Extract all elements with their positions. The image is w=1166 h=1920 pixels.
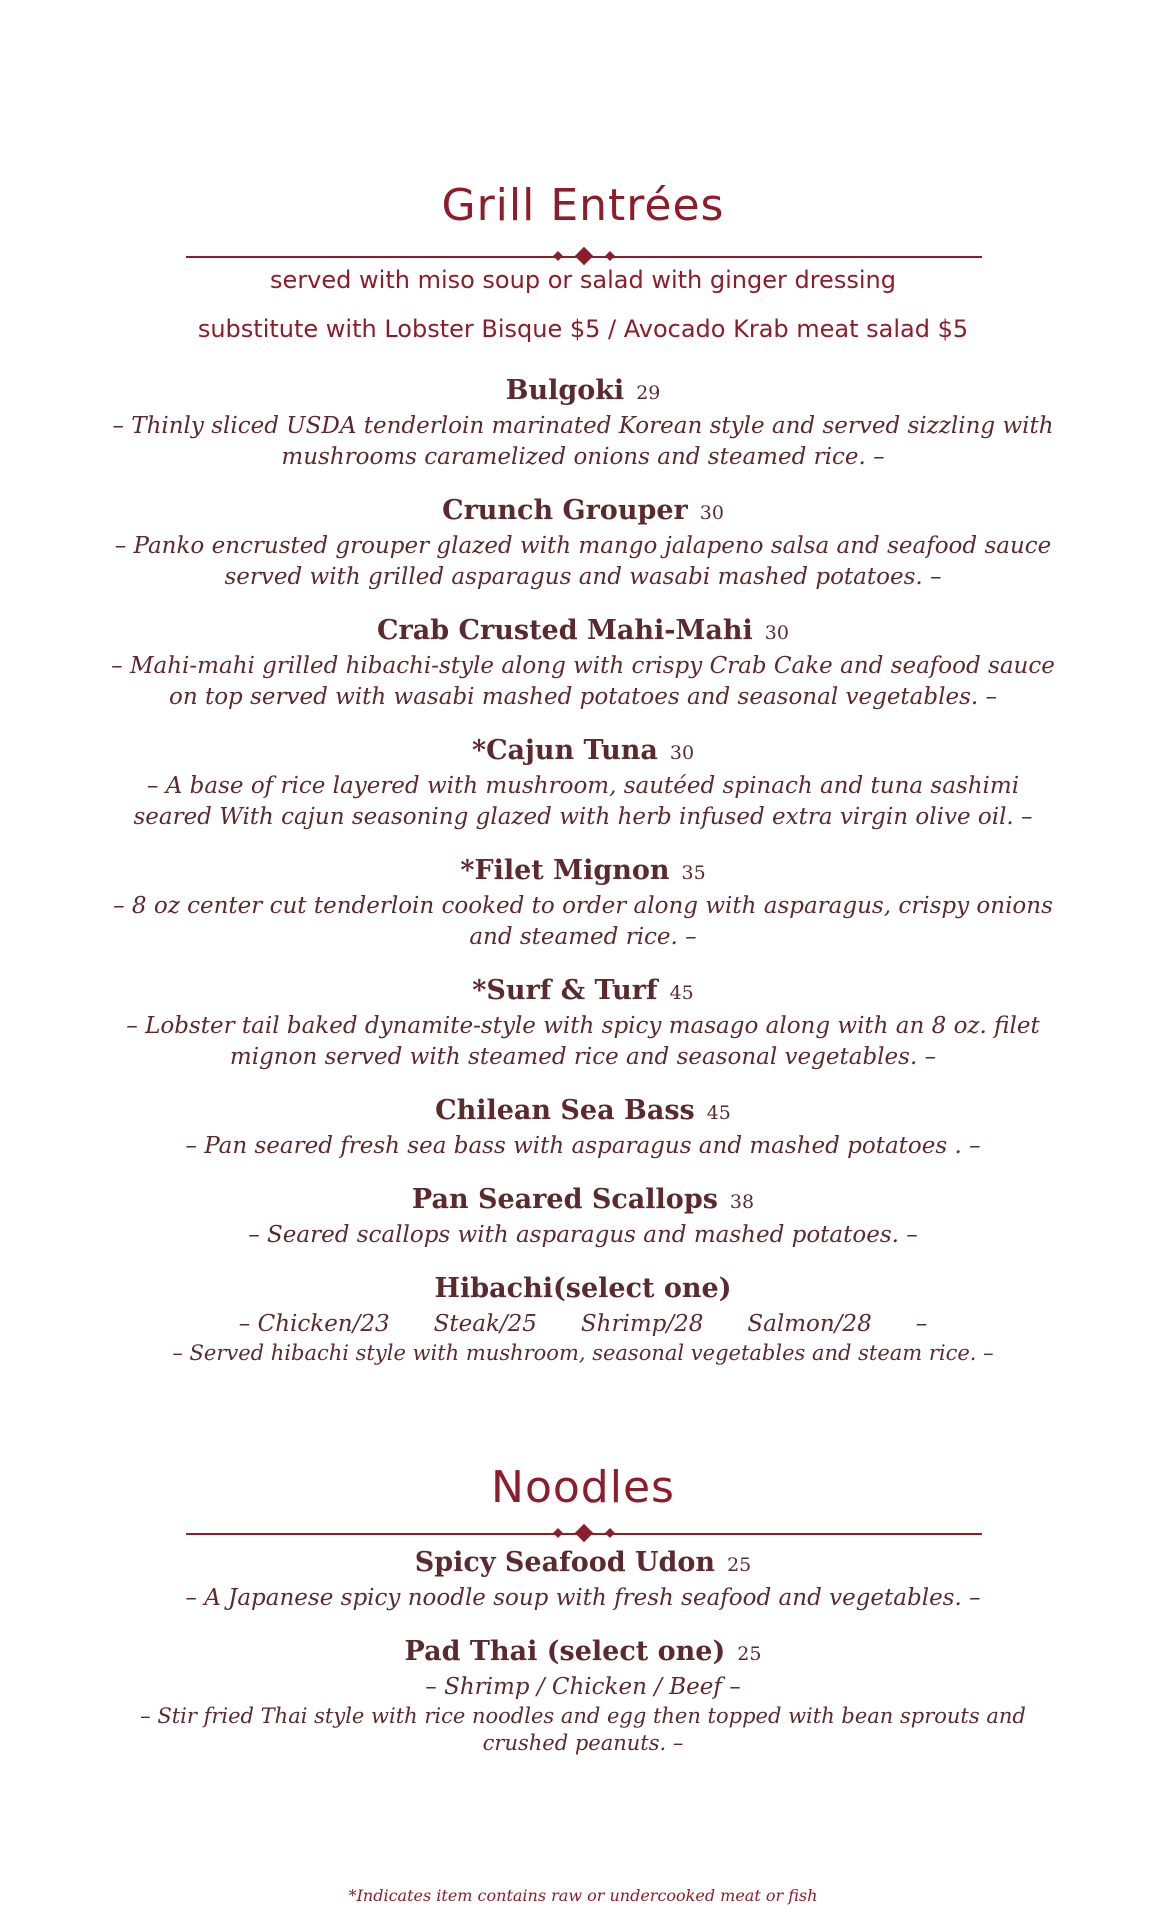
item-description: – Stir fried Thai style with rice noodles and egg then topped with bean sprouts and crushed peanuts. – bbox=[140, 1704, 1026, 1755]
item-price: 45 bbox=[706, 1102, 731, 1124]
item-price: 30 bbox=[669, 742, 695, 764]
item-price: 38 bbox=[729, 1191, 755, 1213]
item-description: – A base of rice layered with mushroom, sautéed spinach and tuna sashimi seared With cajun seasoning glazed with herb infused extra virgin olive oil. – bbox=[133, 773, 1033, 830]
item-price: 30 bbox=[764, 622, 789, 644]
item-name: Pan Seared Scallops bbox=[411, 1184, 718, 1215]
menu-item bbox=[80, 614, 1086, 713]
item-description: – Seared scallops with asparagus and mashed potatoes. – bbox=[248, 1222, 918, 1248]
menu-item bbox=[80, 374, 1086, 473]
item-options: – Shrimp / Chicken / Beef – bbox=[425, 1674, 741, 1700]
item-description: – Pan seared fresh sea bass with asparagus and mashed potatoes . – bbox=[185, 1133, 981, 1159]
menu-item bbox=[80, 494, 1086, 593]
menu-item bbox=[80, 854, 1086, 953]
footnote: *Indicates item contains raw or undercooked meat or fish bbox=[348, 1886, 818, 1905]
grill-divider bbox=[186, 246, 982, 266]
item-description: – 8 oz center cut tenderloin cooked to order along with asparagus, crispy onions and steamed rice. – bbox=[113, 893, 1053, 950]
menu-item bbox=[80, 974, 1086, 1073]
menu-item bbox=[80, 1635, 1086, 1757]
item-name: *Surf & Turf bbox=[472, 975, 658, 1006]
item-description: – Lobster tail baked dynamite-style with spicy masago along with an 8 oz. filet mignon served with steamed rice and seasonal vegetables. – bbox=[126, 1013, 1040, 1070]
menu-item bbox=[80, 734, 1086, 833]
hibachi-option: – bbox=[915, 1311, 928, 1337]
noodles-divider bbox=[186, 1523, 982, 1543]
hibachi-option: Salmon/28 bbox=[747, 1311, 872, 1337]
noodles-section-title: Noodles bbox=[491, 1462, 675, 1513]
item-name: *Filet Mignon bbox=[460, 855, 670, 886]
item-name: Pad Thai (select one) bbox=[404, 1636, 726, 1667]
item-price: 35 bbox=[681, 862, 706, 884]
item-name: Crunch Grouper bbox=[442, 495, 688, 526]
hibachi-options bbox=[80, 1309, 1086, 1340]
item-description: – Served hibachi style with mushroom, seasonal vegetables and steam rice. – bbox=[172, 1341, 994, 1365]
item-price: 30 bbox=[699, 502, 724, 524]
item-description: – Panko encrusted grouper glazed with mango jalapeno salsa and seafood sauce served with grilled asparagus and wasabi mashed potatoes. – bbox=[114, 533, 1052, 590]
item-price: 29 bbox=[636, 382, 661, 404]
item-description: – A Japanese spicy noodle soup with fresh seafood and vegetables. – bbox=[185, 1585, 981, 1611]
menu-item bbox=[80, 1183, 1086, 1251]
item-price: 45 bbox=[669, 982, 694, 1004]
menu-item-hibachi bbox=[80, 1272, 1086, 1367]
item-name: Crab Crusted Mahi-Mahi bbox=[377, 615, 753, 646]
item-name: Chilean Sea Bass bbox=[435, 1095, 695, 1126]
hibachi-option: Steak/25 bbox=[433, 1311, 537, 1337]
hibachi-option: – Chicken/23 bbox=[238, 1311, 390, 1337]
item-description: – Thinly sliced USDA tenderloin marinated Korean style and served sizzling with mushrooms caramelized onions and steamed rice. – bbox=[112, 413, 1054, 470]
item-price: 25 bbox=[727, 1554, 752, 1576]
item-name: *Cajun Tuna bbox=[471, 735, 658, 766]
menu-item bbox=[80, 1546, 1086, 1614]
item-name: Bulgoki bbox=[505, 375, 625, 406]
grill-subtitle-2: substitute with Lobster Bisque $5 / Avocado Krab meat salad $5 bbox=[197, 315, 969, 343]
item-name: Hibachi(select one) bbox=[434, 1273, 732, 1304]
grill-section-title: Grill Entrées bbox=[441, 180, 725, 231]
item-description: – Mahi-mahi grilled hibachi-style along with crispy Crab Cake and seafood sauce on top served with wasabi mashed potatoes and seasonal vegetables. – bbox=[111, 653, 1055, 710]
hibachi-option: Shrimp/28 bbox=[580, 1311, 704, 1337]
menu-item bbox=[80, 1094, 1086, 1162]
grill-subtitle-1: served with miso soup or salad with ginger dressing bbox=[270, 266, 896, 294]
item-price: 25 bbox=[737, 1643, 762, 1665]
item-name: Spicy Seafood Udon bbox=[414, 1547, 716, 1578]
